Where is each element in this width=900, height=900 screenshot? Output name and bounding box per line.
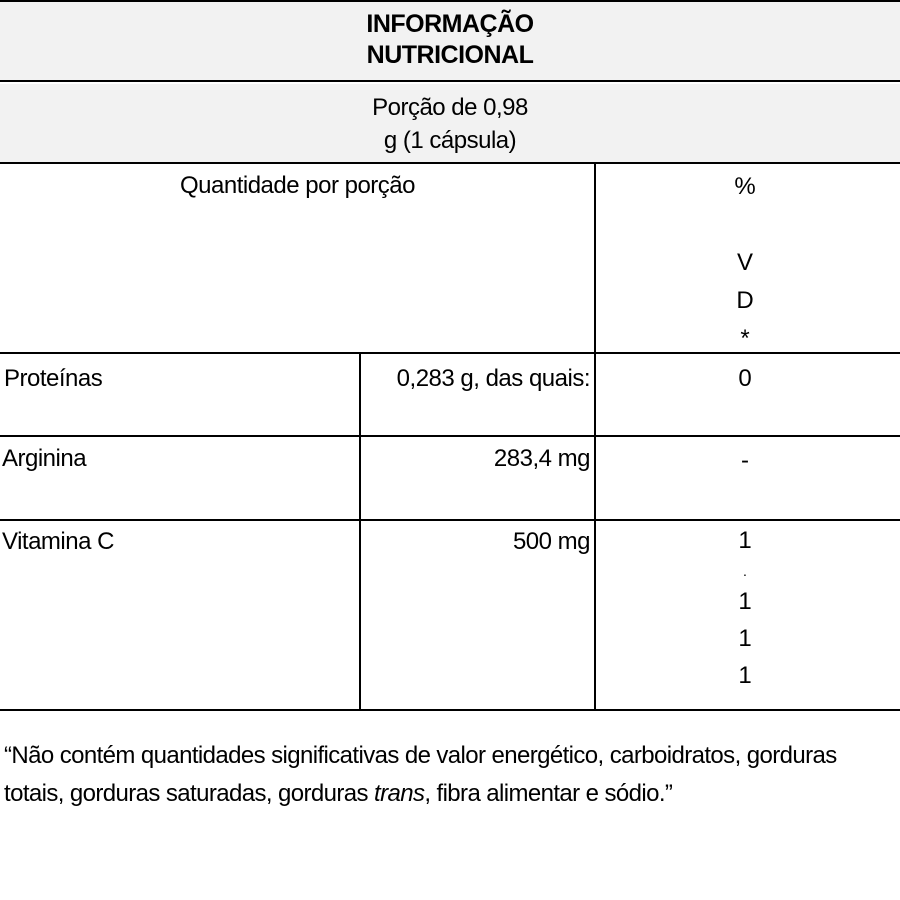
vd-header-char: D	[736, 287, 754, 314]
vd-value: 0	[738, 365, 752, 392]
portion-line-2: g (1 cápsula)	[383, 127, 517, 154]
vd-value: 1	[738, 527, 752, 554]
row-amount-vitamina-c: 500 mg	[512, 528, 590, 555]
row-vd-proteinas	[730, 360, 760, 398]
column-divider	[359, 352, 361, 711]
vd-header	[730, 168, 760, 358]
row-amount-arginina: 283,4 mg	[493, 445, 590, 472]
footnote-text: “Não contém quantidades significativas de valor energético, carboidratos, gorduras totais, gorduras saturadas, gorduras	[4, 742, 837, 807]
row-name-arginina: Arginina	[2, 445, 87, 472]
vd-value: 1	[738, 662, 752, 689]
vd-value: .	[743, 563, 747, 579]
vd-header-char: V	[736, 249, 753, 276]
footnote-italic: trans	[374, 780, 425, 807]
vd-header-char: *	[740, 325, 750, 352]
footnote	[4, 737, 894, 813]
vd-header-char: %	[734, 173, 756, 200]
row-divider	[0, 435, 900, 437]
title-line-1: INFORMAÇÃO	[366, 10, 534, 38]
column-divider	[594, 164, 596, 711]
row-vd-vitamina-c	[730, 522, 760, 694]
row-name-vitamina-c: Vitamina C	[2, 528, 114, 555]
vd-value: -	[741, 447, 749, 474]
portion-line-1: Porção de 0,98	[372, 94, 528, 121]
footnote-text-end: , fibra alimentar e sódio.”	[424, 780, 673, 807]
row-vd-arginina	[730, 442, 760, 480]
title-line-2: NUTRICIONAL	[366, 41, 534, 69]
quantity-header: Quantidade por porção	[179, 172, 415, 199]
table-title	[0, 0, 900, 82]
vd-value: 1	[738, 588, 752, 615]
vd-value: 1	[738, 625, 752, 652]
row-divider	[0, 352, 900, 354]
portion-size	[0, 84, 900, 164]
vd-header-char	[730, 206, 760, 244]
row-divider	[0, 519, 900, 521]
row-amount-proteinas: 0,283 g, das quais:	[396, 365, 590, 392]
table-bottom-border	[0, 709, 900, 711]
row-name-proteinas: Proteínas	[4, 365, 103, 392]
